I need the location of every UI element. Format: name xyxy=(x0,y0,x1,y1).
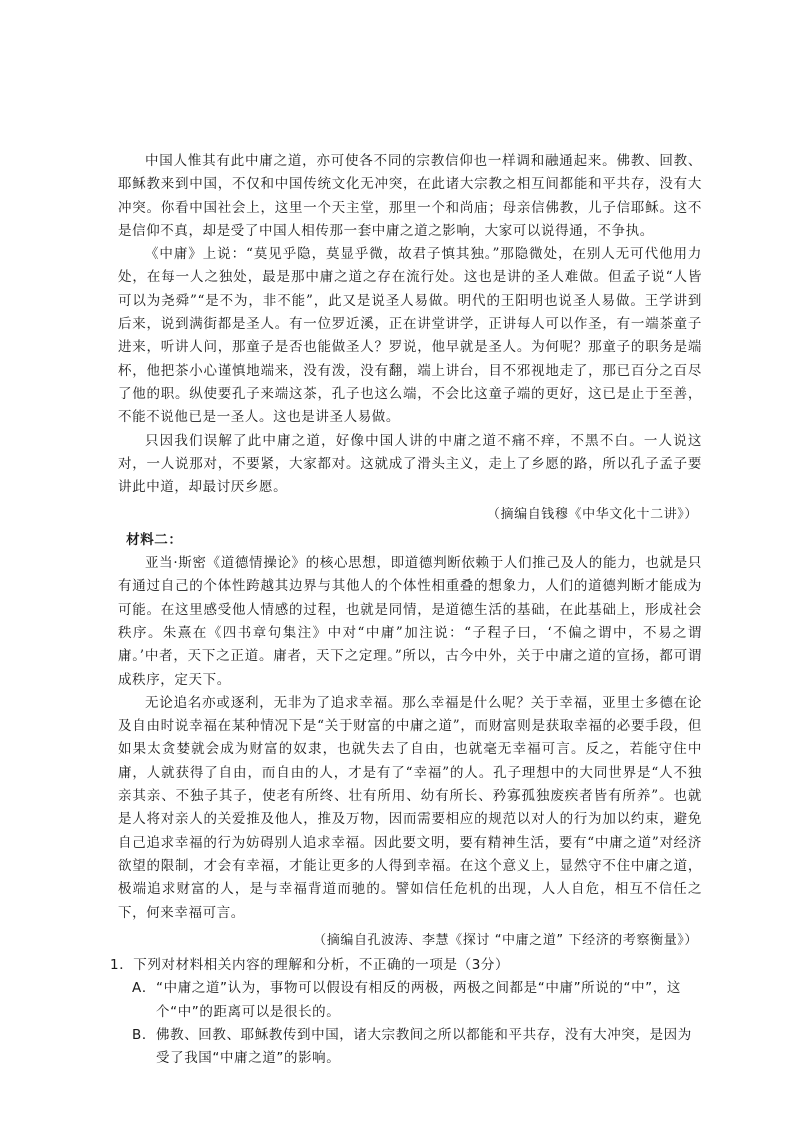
material1-paragraph-2: 《中庸》上说：“莫见乎隐，莫显乎微，故君子慎其独。”那隐微处，在别人无可代他用力处，在每一人之独处，最是那中庸之道之存在流行处。这也是讲的圣人难做。但孟子说“人皆可以为尧舜”“是不为，非不能”，此又是说圣人易做。明代的王阳明也说圣人易做。王学讲到后来，说到满街都是圣人。有一位罗近溪，正在讲堂讲学，正讲每人可以作圣，有一端茶童子进来，听讲人问，那童子是否也能做圣人？罗说，他早就是圣人。为何呢？那童子的职务是端杯，他把茶小心谨慎地端来，没有泼，没有翻，端上讲台，目不邪视地走了，那已百分之百尽了他的职。纵使要孔子来端这茶，孔子也这么端，不会比这童子端的更好，这已是止于至善，不能不说他已是一圣人。这也是讲圣人易做。 xyxy=(118,246,702,426)
question-1-stem: 1．下列对材料相关内容的理解和分析，不正确的一项是（3分） xyxy=(110,957,510,974)
material2-paragraph-1: 亚当·斯密《道德情操论》的核心思想，即道德判断依赖于人们推己及人的能力，也就是只有通过自己的个体性跨越其边界与其他人的个体性相重叠的想象力，人们的道德判断才能成为可能。在这里感受他人情感的过程，也就是同情，是道德生活的基础，在此基础上，形成社会秩序。朱熹在《四书章句集注》中对“中庸”加注说：“子程子曰，‘不偏之谓中，不易之谓庸。’中者，天下之正道。庸者，天下之定理。”所以，古今中外，关于中庸之道的宣扬，都可谓成秩序，定天下。 xyxy=(118,555,702,688)
question-1-option-a xyxy=(132,977,702,1024)
question-1-option-b xyxy=(132,1024,702,1071)
material2-paragraph-2: 无论追名亦或逐利，无非为了追求幸福。那么幸福是什么呢？关于幸福，亚里士多德在论及自由时说幸福在某种情况下是“关于财富的中庸之道”，而财富则是获取幸福的必要手段，但如果太贪婪就会成为财富的奴隶，也就失去了自由，也就毫无幸福可言。反之，若能守住中庸，人就获得了自由，而自由的人，才是有了“幸福”的人。孔子理想中的大同世界是“人不独亲其亲、不独子其子，使老有所终、壮有所用、幼有所长、矜寡孤独废疾者皆有所养”。也就是人将对亲人的关爱推及他人，推及万物，因而需要相应的规范以对人的行为加以约束，避免自己追求幸福的行为妨碍别人追求幸福。因此要文明，要有精神生活，要有“中庸之道”对经济欲望的限制，才会有幸福，才能让更多的人得到幸福。在这个意义上，显然守不住中庸之道，极端追求财富的人，是与幸福背道而驰的。譬如信任危机的出现，人人自危，相互不信任之下，何来幸福可言。 xyxy=(118,694,702,921)
material2-source: （摘编自孔波涛、李慧《探讨 “中庸之道” 下经济的考察衡量》） xyxy=(313,932,698,948)
material1-source: （摘编自钱穆《中华文化十二讲》） xyxy=(486,507,698,523)
option-letter: A． xyxy=(132,980,156,997)
option-letter: B． xyxy=(132,1026,156,1043)
material2-heading: 材料二： xyxy=(126,531,183,548)
material1-paragraph-1: 中国人惟其有此中庸之道，亦可使各不同的宗教信仰也一样调和融通起来。佛教、回教、耶稣教来到中国，不仅和中国传统文化无冲突，在此诸大宗教之相互间都能和平共存，没有大冲突。你看中国社会上，这里一个天主堂，那里一个和尚庙；母亲信佛教，儿子信耶稣。这不是信仰不真，却是受了中国人相传那一套中庸之道之影响，大家可以说得通，不争执。 xyxy=(118,153,702,239)
option-text: 佛教、回教、耶稣教传到中国，诸大宗教间之所以都能和平共存，没有大冲突，是因为受了我国“中庸之道”的影响。 xyxy=(156,1026,692,1067)
option-text: “中庸之道”认为，事物可以假设有相反的两极，两极之间都是“中庸”所说的“中”，这个“中”的距离可以是很长的。 xyxy=(156,980,681,1020)
material1-paragraph-3: 只因我们误解了此中庸之道，好像中国人讲的中庸之道不痛不痒，不黑不白。一人说这对，一人说那对，不要紧，大家都对。这就成了滑头主义，走上了乡愿的路，所以孔子孟子要讲此中道，却最讨厌乡愿。 xyxy=(118,432,702,496)
